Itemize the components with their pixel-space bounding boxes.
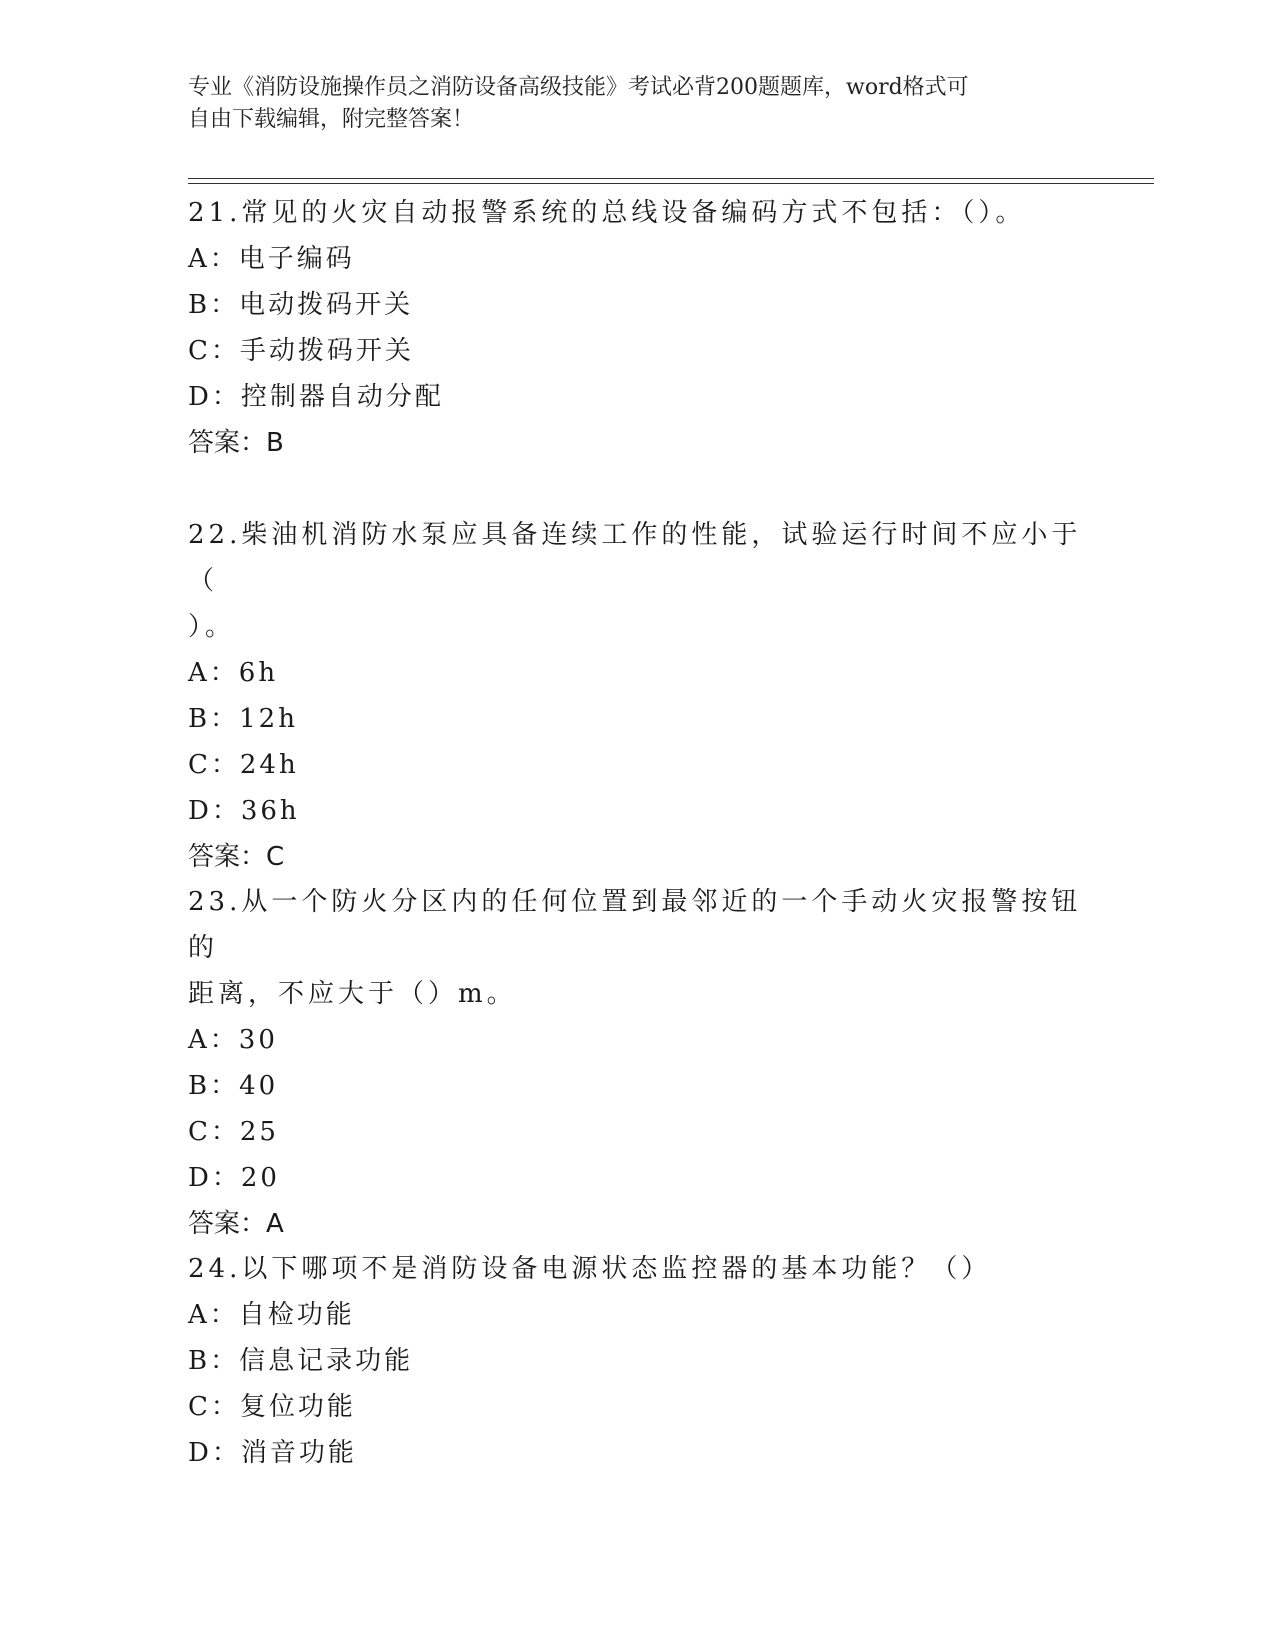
question-stem: 21.常见的火灾自动报警系统的总线设备编码方式不包括：（）。	[188, 198, 1026, 228]
question-23	[188, 879, 1088, 1247]
option-b: B：信息记录功能	[188, 1346, 414, 1376]
header-line-1: 专业《消防设施操作员之消防设备高级技能》考试必背200题题库，word格式可	[188, 75, 969, 100]
option-c: C：复位功能	[188, 1392, 356, 1422]
header-divider-top	[188, 178, 1154, 179]
question-stem-line-2: 距离，不应大于（）m。	[188, 979, 517, 1009]
option-a: A：6h	[188, 658, 279, 688]
question-21	[188, 190, 1088, 466]
option-b: B：12h	[188, 704, 298, 734]
option-a: A：30	[188, 1025, 278, 1055]
header-divider-bottom	[188, 183, 1154, 184]
option-a: A：电子编码	[188, 244, 355, 274]
question-24	[188, 1246, 1088, 1476]
question-stem-line-1: 22.柴油机消防水泵应具备连续工作的性能，试验运行时间不应小于（	[188, 520, 1082, 596]
question-22	[188, 512, 1088, 880]
option-b: B：40	[188, 1071, 279, 1101]
answer: 答案：A	[188, 1209, 284, 1239]
option-a: A：自检功能	[188, 1300, 355, 1330]
header-line-2: 自由下载编辑，附完整答案！	[188, 107, 475, 132]
question-stem-line-2: ）。	[188, 612, 236, 642]
question-stem-line-1: 23.从一个防火分区内的任何位置到最邻近的一个手动火灾报警按钮的	[188, 887, 1082, 963]
answer: 答案：B	[188, 428, 284, 458]
option-c: C：手动拨码开关	[188, 336, 414, 366]
option-d: D：36h	[188, 796, 300, 826]
document-header	[188, 72, 1088, 136]
option-b: B：电动拨码开关	[188, 290, 414, 320]
option-d: D：控制器自动分配	[188, 382, 444, 412]
option-d: D：消音功能	[188, 1438, 357, 1468]
option-d: D：20	[188, 1163, 280, 1193]
question-stem: 24.以下哪项不是消防设备电源状态监控器的基本功能？（）	[188, 1254, 992, 1284]
option-c: C：25	[188, 1117, 279, 1147]
option-c: C：24h	[188, 750, 299, 780]
answer: 答案：C	[188, 842, 285, 872]
